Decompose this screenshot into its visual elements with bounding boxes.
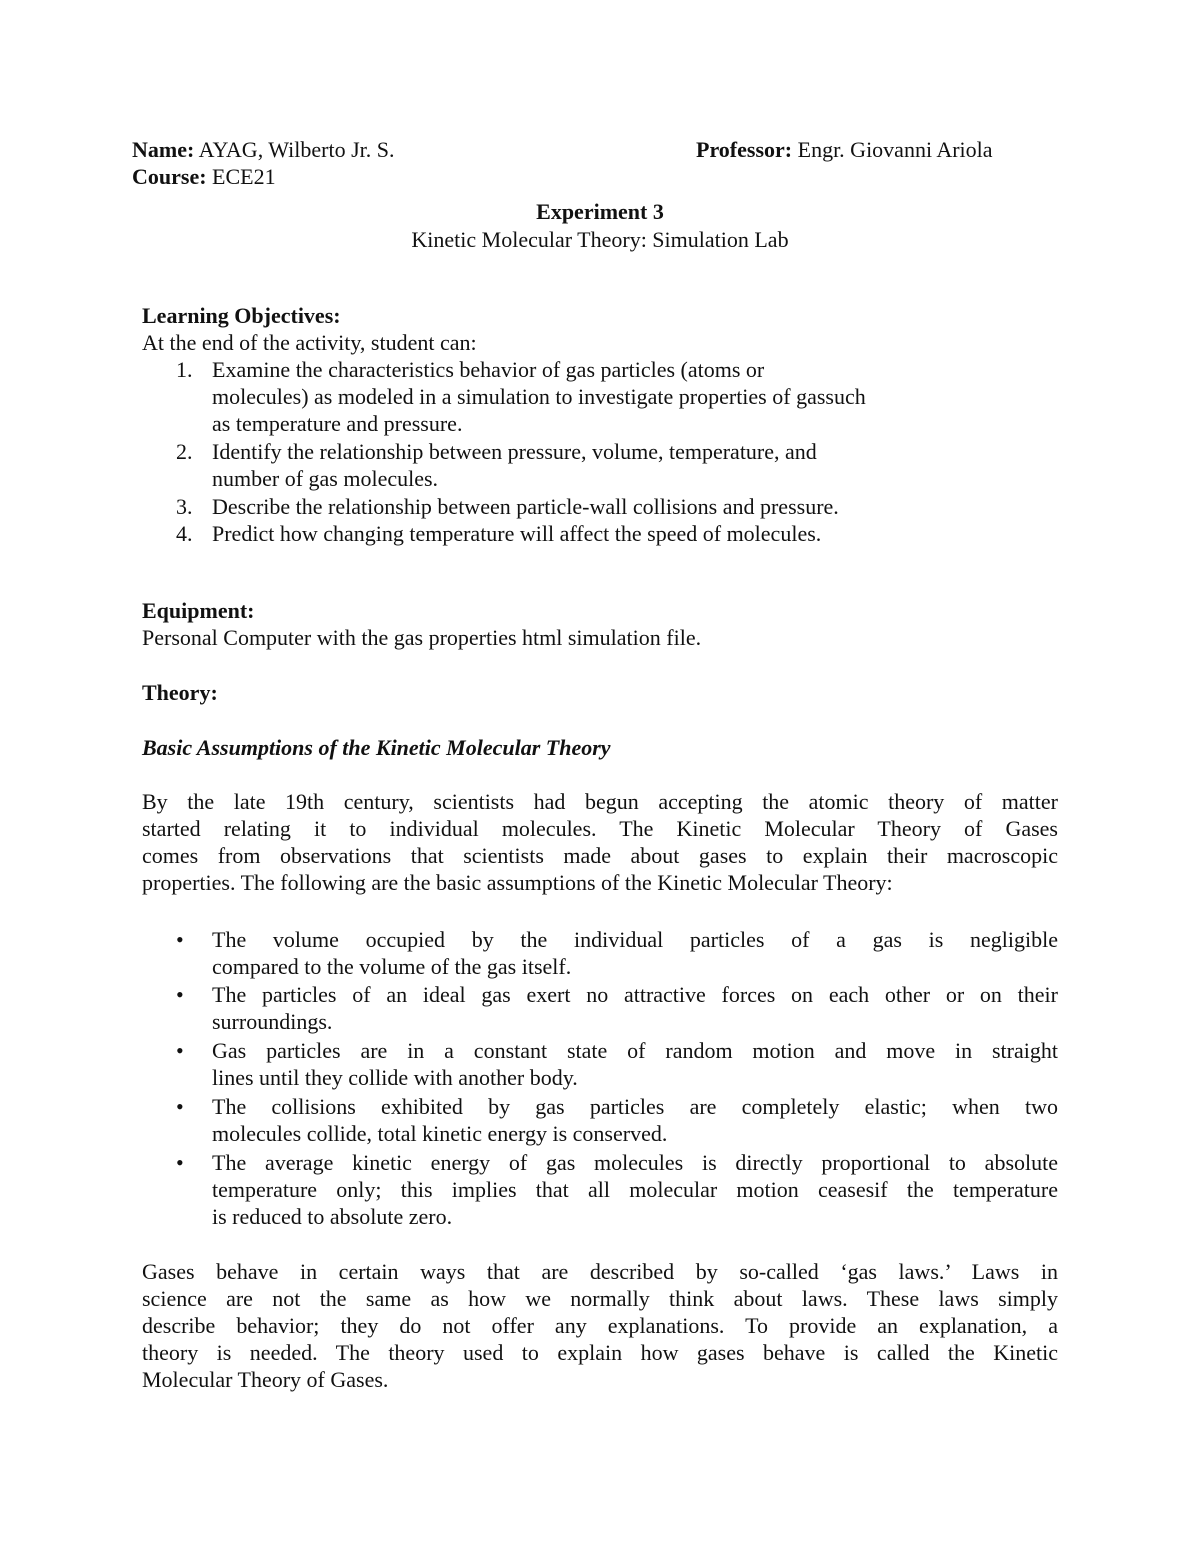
name-value: AYAG, Wilberto Jr. S. [194,137,395,162]
objective-line: Examine the characteristics behavior of gas particles (atoms or [212,357,765,382]
paragraph-line: comes from observations that scientists made about gases to explain their macroscopic [142,843,1058,868]
course-label: Course: [132,164,207,189]
experiment-subtitle: Kinetic Molecular Theory: Simulation Lab [411,227,789,252]
theory-paragraph-2 [142,1258,1058,1393]
paragraph-line: Gases behave in certain ways that are described by so-called ‘gas laws.’ Laws in [142,1259,1058,1284]
professor-label: Professor: [696,137,793,162]
assumption-line: The average kinetic energy of gas molecules is directly proportional to absolute [212,1150,1058,1175]
assumption-line: compared to the volume of the gas itself. [212,954,572,979]
student-name [132,136,395,163]
assumption-text [212,926,1058,980]
name-label: Name: [132,137,195,162]
bullet-icon: • [176,927,184,952]
equipment-heading: Equipment: [142,598,255,623]
bullet-icon: • [176,1094,184,1119]
objective-number: 3. [176,494,193,519]
objective-text [212,493,1032,520]
bullet-icon: • [176,982,184,1007]
objective-line: as temperature and pressure. [212,411,463,436]
assumption-text [212,1149,1058,1230]
theory-heading: Theory: [142,680,218,705]
objective-text [212,520,1032,547]
course-value: ECE21 [206,164,276,189]
paragraph-line: science are not the same as how we normally think about laws. These laws simply [142,1286,1058,1311]
course [132,163,276,190]
experiment-title: Experiment 3 [536,199,664,224]
paragraph-line: By the late 19th century, scientists had begun accepting the atomic theory of matter [142,789,1058,814]
objective-text [212,356,1032,437]
professor-value: Engr. Giovanni Ariola [792,137,993,162]
objective-number: 2. [176,439,193,464]
objective-line: Identify the relationship between pressure, volume, temperature, and [212,439,817,464]
objective-line: number of gas molecules. [212,466,439,491]
assumption-line: molecules collide, total kinetic energy is conserved. [212,1121,668,1146]
assumption-line: Gas particles are in a constant state of random motion and move in straight [212,1038,1058,1063]
assumption-line: surroundings. [212,1009,333,1034]
paragraph-line: describe behavior; they do not offer any explanations. To provide an explanation, a [142,1313,1058,1338]
bullet-icon: • [176,1150,184,1175]
assumption-line: temperature only; this implies that all molecular motion ceasesif the temperature [212,1177,1058,1202]
bullet-icon: • [176,1038,184,1063]
objective-number: 4. [176,521,193,546]
paragraph-line: theory is needed. The theory used to explain how gases behave is called the Kinetic [142,1340,1058,1365]
assumption-text [212,1093,1058,1147]
paragraph-line: started relating it to individual molecules. The Kinetic Molecular Theory of Gases [142,816,1058,841]
objective-line: Predict how changing temperature will affect the speed of molecules. [212,521,822,546]
assumption-text [212,981,1058,1035]
assumption-line: is reduced to absolute zero. [212,1204,453,1229]
objective-text [212,438,1032,492]
theory-subheading: Basic Assumptions of the Kinetic Molecular Theory [142,735,611,760]
objectives-intro: At the end of the activity, student can: [142,330,477,355]
professor-name [696,136,993,163]
assumption-line: The collisions exhibited by gas particles are completely elastic; when two [212,1094,1058,1119]
paragraph-line: Molecular Theory of Gases. [142,1367,389,1392]
objective-number: 1. [176,357,193,382]
objective-line: molecules) as modeled in a simulation to investigate properties of gassuch [212,384,866,409]
paragraph-line: properties. The following are the basic assumptions of the Kinetic Molecular Theory: [142,870,893,895]
assumption-line: The particles of an ideal gas exert no attractive forces on each other or on their [212,982,1058,1007]
equipment-text: Personal Computer with the gas properties html simulation file. [142,625,702,650]
assumption-text [212,1037,1058,1091]
assumption-line: The volume occupied by the individual particles of a gas is negligible [212,927,1058,952]
theory-paragraph-1 [142,788,1058,896]
assumption-line: lines until they collide with another body. [212,1065,578,1090]
objectives-heading: Learning Objectives: [142,303,341,328]
objective-line: Describe the relationship between particle-wall collisions and pressure. [212,494,839,519]
